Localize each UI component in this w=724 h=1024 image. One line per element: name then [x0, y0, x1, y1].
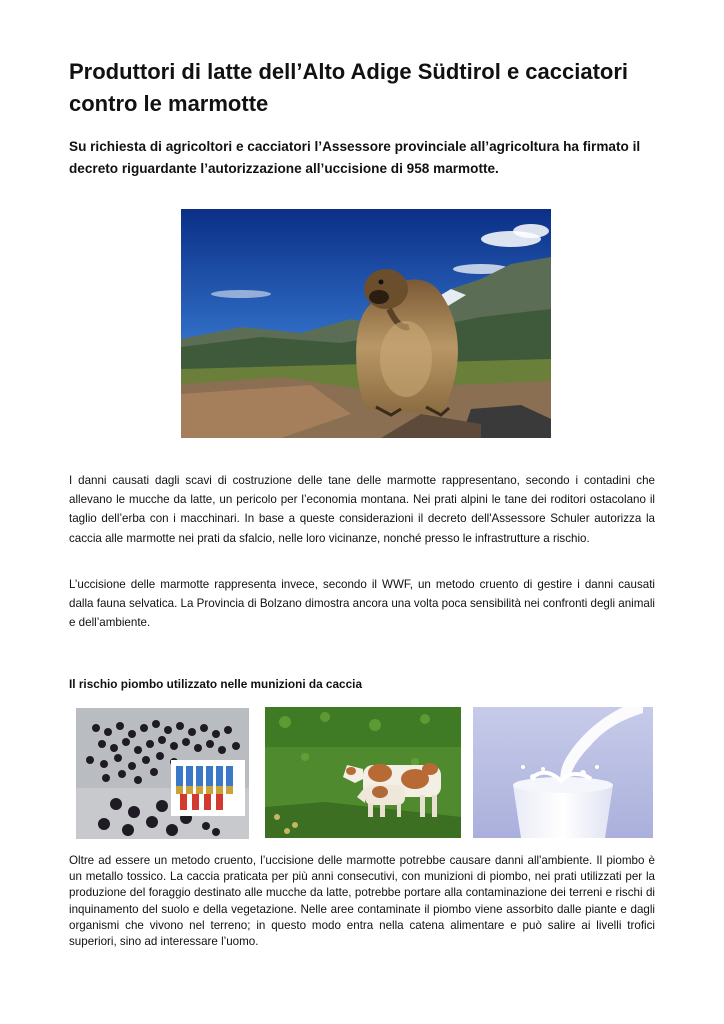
lead-shot-photo	[76, 708, 249, 839]
paragraph-2: L’uccisione delle marmotte rappresenta invece, secondo il WWF, un metodo cruento di gestire i danni causati dalla fauna selvatica. La Provincia di Bolzano dimostra ancora una volta poca sensibilità nei confronti degli animali e dell’ambiente.	[69, 578, 655, 630]
article-title: Produttori di latte dell’Alto Adige Südtirol e cacciatori contro le marmotte	[69, 59, 629, 116]
milk-glass-photo	[473, 707, 653, 838]
section-heading: Il rischio piombo utilizzato nelle munizioni da caccia	[69, 677, 363, 691]
paragraph-3: Oltre ad essere un metodo cruento, l’uccisione delle marmotte potrebbe causare danni all'ambiente. Il piombo è un metallo tossico. La caccia praticata per più anni consecutivi, con munizioni di piombo, nei prati utilizzati per la produzione del foraggio destinato alle mucche da latte, potrebbe portare alla contaminazione dei terreni e rischi di inquinamento del suolo e della vegetazione. Nelle aree contaminate il piombo viene assorbito dalle piante e dagli organismi che vivono nel terreno; in questo modo entra nella catena alimentare e può salire ai livelli trofici superiori, sino ad interessare l’uomo.	[69, 854, 655, 949]
cows-pasture-photo	[265, 707, 461, 838]
article-subtitle: Su richiesta di agricoltori e cacciatori l’Assessore provinciale all’agricoltura ha firmato il decreto riguardante l’autorizzazione all’uccisione di 958 marmotte.	[69, 139, 641, 176]
marmot-photo	[181, 209, 551, 438]
paragraph-1: I danni causati dagli scavi di costruzione delle tane delle marmotte rappresentano, secondo i contadini che allevano le mucche da latte, un pericolo per l’economia montana. Nei prati alpini le tane dei roditori ostacolano il taglio dell’erba con i macchinari. In base a queste considerazioni il decreto dell'Assessore Schuler autorizza la caccia alle marmotte nei prati da sfalcio, nelle loro vicinanze, nonché presso le infrastrutture a rischio.	[69, 474, 655, 545]
